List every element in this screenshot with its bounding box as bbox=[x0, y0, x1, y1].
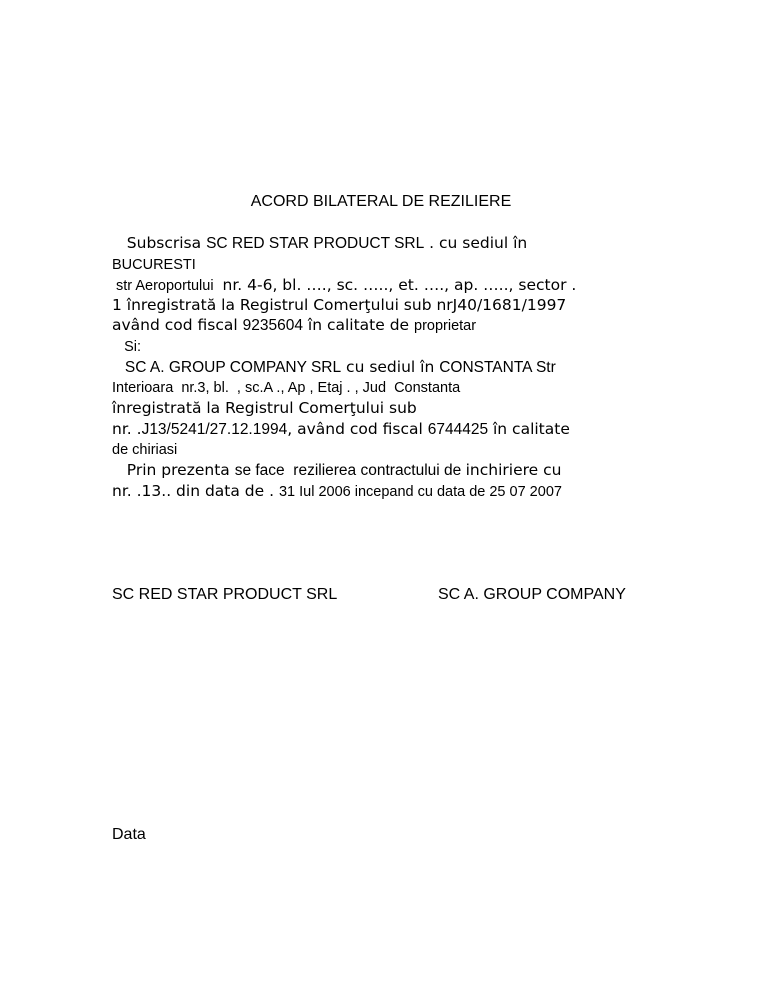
registry-number-2: J13/5241/27.12.1994 bbox=[141, 421, 288, 438]
role-2: de chiriasi bbox=[112, 442, 178, 458]
signature-party1: SC RED STAR PRODUCT SRL bbox=[112, 586, 338, 603]
text-segment: în calitate de bbox=[302, 316, 415, 334]
text-segment: Subscrisa bbox=[112, 234, 207, 252]
paragraph-line-3 bbox=[112, 275, 576, 296]
paragraph-line-11 bbox=[112, 439, 177, 460]
text-segment: înregistrată la Registrul Comerţului sub bbox=[112, 399, 417, 417]
paragraph-line-10 bbox=[112, 419, 570, 440]
signature-party2: SC A. GROUP COMPANY bbox=[438, 586, 626, 603]
text-segment: se face rezilierea contractului de bbox=[234, 462, 466, 479]
party2-name: SC A. GROUP COMPANY SRL bbox=[112, 359, 342, 376]
paragraph-line-13 bbox=[112, 481, 562, 502]
text-segment: nr. . bbox=[112, 420, 142, 438]
text-segment: , având cod fiscal bbox=[287, 420, 428, 438]
text-segment: 1 înregistrată la Registrul Comerţului sub nrJ40/1681/1997 bbox=[112, 296, 567, 314]
paragraph-line-1 bbox=[112, 233, 527, 254]
paragraph-line-12 bbox=[112, 460, 561, 481]
party1-name: SC RED STAR PRODUCT SRL bbox=[206, 235, 425, 252]
date-label: Data bbox=[112, 826, 146, 843]
text-segment: Prin prezenta bbox=[112, 461, 235, 479]
paragraph-line-5 bbox=[112, 315, 476, 336]
paragraph-line-2 bbox=[112, 254, 196, 275]
text-segment: . cu sediul în bbox=[424, 234, 528, 252]
text-segment: inchiriere cu bbox=[465, 461, 562, 479]
fiscal-code-1: 9235604 bbox=[242, 317, 303, 334]
fiscal-code-2: 6744425 bbox=[427, 421, 489, 438]
city-name-2: CONSTANTA Str bbox=[439, 359, 556, 376]
street-name: str Aeroportului bbox=[112, 278, 218, 294]
text-segment: nr. .13.. din data de . bbox=[112, 482, 279, 500]
paragraph-line-6 bbox=[112, 336, 141, 357]
paragraph-line-8 bbox=[112, 377, 460, 398]
paragraph-line-7 bbox=[112, 357, 556, 378]
text-segment: Interioara nr.3, bl. , sc.A ., Ap , Etaj . , Jud Constanta bbox=[112, 380, 461, 396]
text-segment: având cod fiscal bbox=[112, 316, 243, 334]
city-name: BUCURESTI bbox=[112, 257, 196, 273]
text-segment: nr. 4-6, bl. …., sc. ….., et. …., ap. ….., sector . bbox=[217, 276, 577, 294]
text-segment: cu sediul în bbox=[341, 358, 440, 376]
text-segment: în calitate bbox=[488, 420, 570, 438]
role-1: proprietar bbox=[414, 318, 477, 334]
text-segment: Si: bbox=[112, 339, 142, 355]
paragraph-line-9 bbox=[112, 398, 417, 418]
paragraph-line-4 bbox=[112, 295, 566, 315]
document-title: ACORD BILATERAL DE REZILIERE bbox=[250, 193, 512, 210]
contract-dates: 31 Iul 2006 incepand cu data de 25 07 2007 bbox=[278, 484, 562, 500]
